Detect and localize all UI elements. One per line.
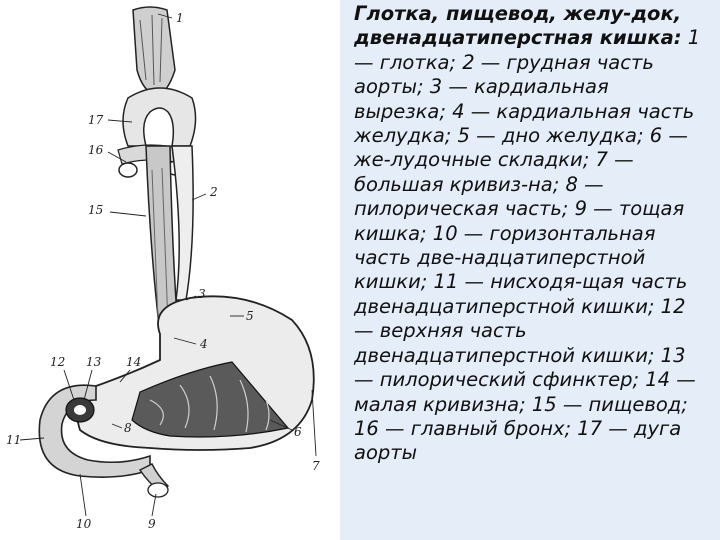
caption-title: Глотка, пищевод, желу-док, двенадцатиперстная кишка: bbox=[354, 2, 682, 50]
figure-label-1: 1 bbox=[176, 11, 184, 25]
figure-label-5: 5 bbox=[246, 309, 254, 323]
caption-text bbox=[354, 2, 716, 466]
figure-label-10: 10 bbox=[76, 517, 92, 531]
figure-label-15: 15 bbox=[88, 203, 104, 217]
main-bronchus-shape bbox=[119, 163, 137, 177]
figure-label-14: 14 bbox=[126, 355, 142, 369]
aortic-arch-shape bbox=[123, 88, 196, 146]
figure-label-16: 16 bbox=[88, 143, 104, 157]
figure-label-17: 17 bbox=[88, 113, 104, 127]
figure-label-2: 2 bbox=[210, 185, 218, 199]
figure-label-9: 9 bbox=[148, 517, 156, 531]
figure-label-13: 13 bbox=[86, 355, 102, 369]
figure-label-11: 11 bbox=[6, 433, 22, 447]
caption-panel bbox=[340, 0, 720, 540]
figure-label-8: 8 bbox=[124, 421, 132, 435]
figure-label-7: 7 bbox=[312, 459, 320, 473]
figure-label-4: 4 bbox=[200, 337, 208, 351]
anatomy-illustration bbox=[0, 0, 340, 540]
figure-label-12: 12 bbox=[50, 355, 66, 369]
figure-label-3: 3 bbox=[198, 287, 206, 301]
figure-label-6: 6 bbox=[294, 425, 302, 439]
anatomy-drawing bbox=[0, 0, 340, 540]
caption-body: 1 — глотка; 2 — грудная часть аорты; 3 — кардиальная вырезка; 4 — кардиальная часть желудка; 5 — дно желудка; 6 — же-лудочные складки; 7 — большая кривиз-на; 8 — пилорическая часть; 9 — тощая кишка; 10 — горизонтальная часть две-надцатиперстной кишки; 11 — нисходя-щая часть двенадцатиперстной кишки; 12 — верхняя часть двенадцатиперстной кишки; 13 — пилорический сфинктер; 14 — малая кривизна; 15 — пищевод; 16 — главный бронх; 17 — дуга аорты bbox=[354, 26, 701, 465]
